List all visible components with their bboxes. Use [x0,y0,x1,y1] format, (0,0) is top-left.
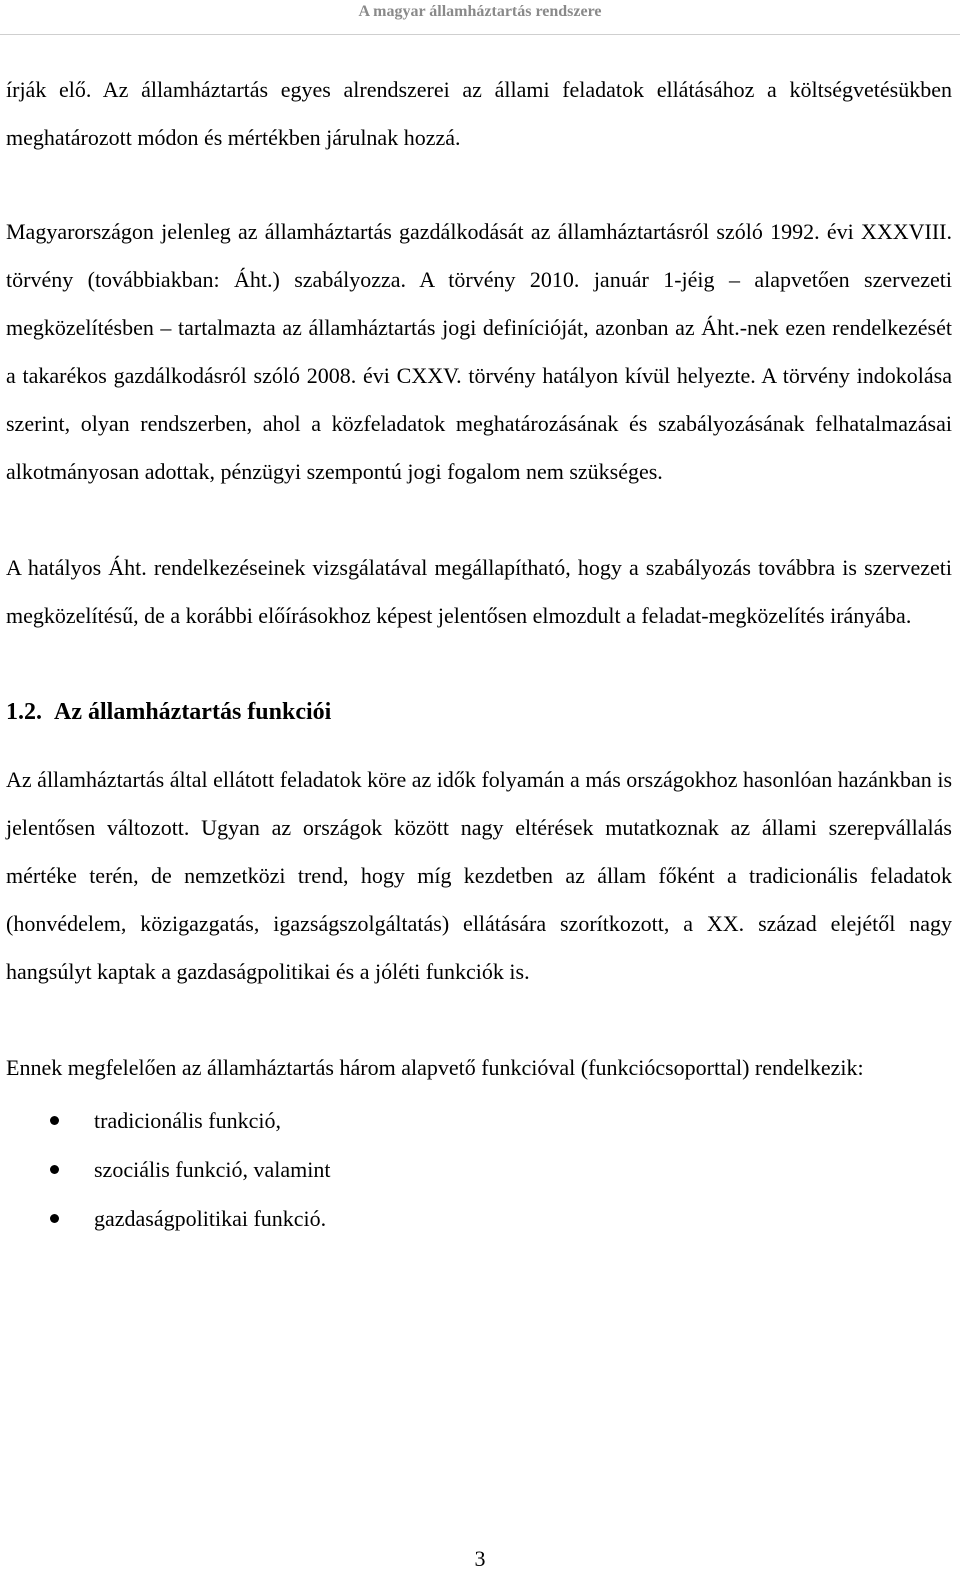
paragraph-5: Ennek megfelelően az államháztartás három alapvető funkcióval (funkciócsoporttal) rendelkezik: [6,1055,864,1080]
functions-list [6,1096,952,1243]
running-header [0,0,960,35]
bullet-icon [50,1116,59,1125]
page-body [6,66,952,1243]
bullet-icon [50,1214,59,1223]
paragraph-3: A hatályos Áht. rendelkezéseinek vizsgálatával megállapítható, hogy a szabályozás továbbra is szervezeti megközelítésű, de a korábbi előírásokhoz képest jelentősen elmozdult a feladat-megközelítés irányába. [6,555,952,628]
paragraph-2: Magyarországon jelenleg az államháztartás gazdálkodását az államháztartásról szóló 1992. évi XXXVIII. törvény (továbbiakban: Áht.) szabályozza. A törvény 2010. január 1-jéig – alapvetően szervezeti megközelítésben – tartalmazta az államháztartás jogi definícióját, azonban az Áht.-nek ezen rendelkezését a takarékos gazdálkodásról szóló 2008. évi CXXV. törvény hatályon kívül helyezte. A törvény indokolása szerint, olyan rendszerben, ahol a közfeladatok meghatározásának és szabályozásának felhatalmazásai alkotmányosan adottak, pénzügyi szempontú jogi fogalom nem szükséges. [6,219,952,484]
list-item-label: tradicionális funkció, [94,1108,281,1133]
paragraph-4: Az államháztartás által ellátott feladatok köre az idők folyamán a más országokhoz hasonlóan hazánkban is jelentősen változott. Ugyan az országok között nagy eltérések mutatkoznak az állami szerepvállalás mértéke terén, de nemzetközi trend, hogy míg kezdetben az állam főként a tradicionális feladatok (honvédelem, közigazgatás, igazságszolgáltatás) ellátására szorítkozott, a XX. század elejétől nagy hangsúlyt kaptak a gazdaságpolitikai és a jóléti funkciók is. [6,767,952,984]
list-item [6,1194,952,1243]
bullet-icon [50,1165,59,1174]
section-heading [6,688,952,736]
section-title: Az államháztartás funkciói [54,699,332,725]
list-item-label: gazdaságpolitikai funkció. [94,1206,327,1231]
list-item [6,1145,952,1194]
running-header-title: A magyar államháztartás rendszere [358,3,602,20]
list-item-label: szociális funkció, valamint [94,1157,331,1182]
section-number: 1.2. [6,699,42,725]
paragraph-1: írják elő. Az államháztartás egyes alrendszerei az állami feladatok ellátásához a költségvetésükben meghatározott módon és mértékben járulnak hozzá. [6,77,952,150]
page-number: 3 [474,1546,486,1571]
list-item [6,1096,952,1145]
